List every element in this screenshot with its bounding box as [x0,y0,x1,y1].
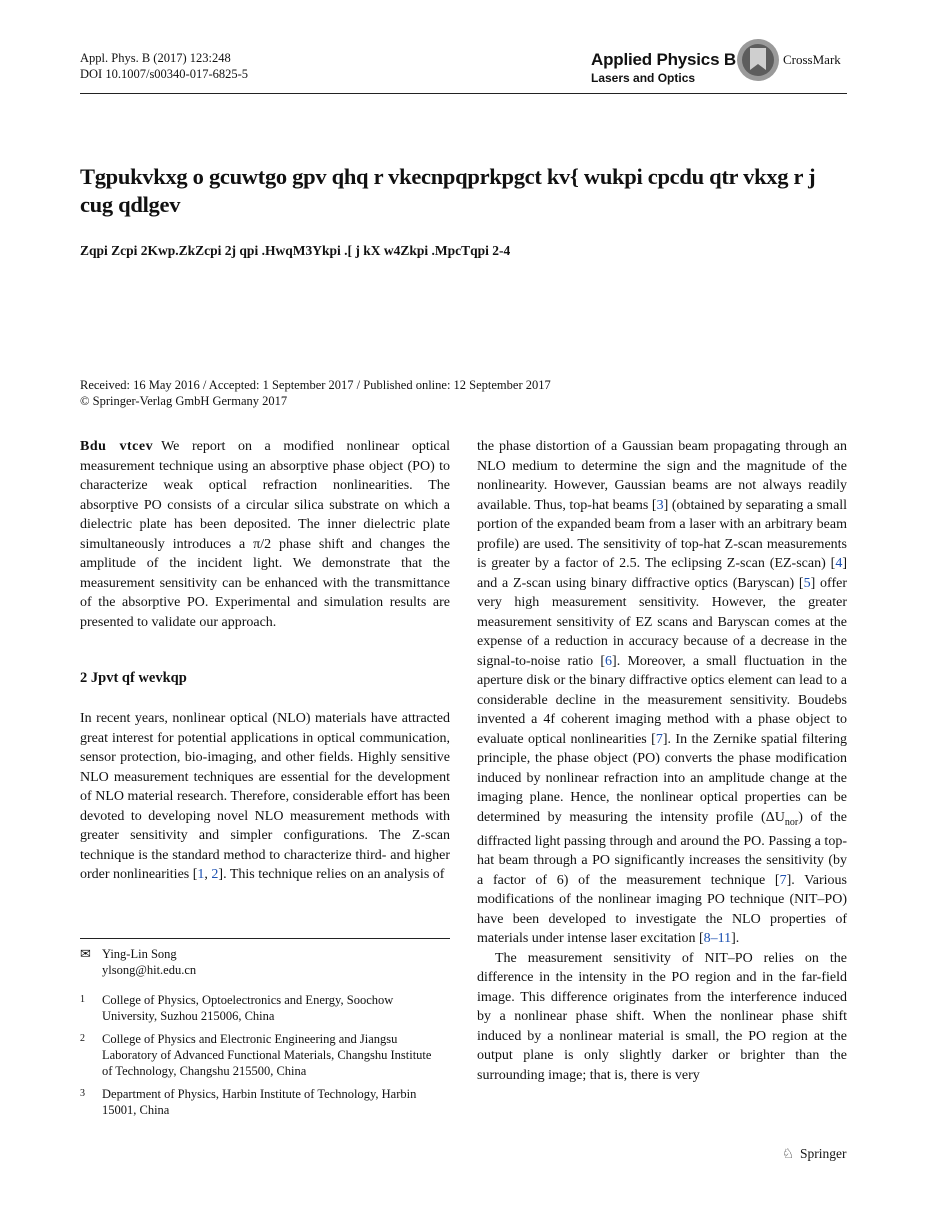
citation: Appl. Phys. B (2017) 123:248 [80,51,231,65]
paragraph: the phase distortion of a Gaussian beam propagating through an NLO medium to determine the sign and the magnitude of the nonlinearity. However, Gaussian beams are not always readily available. Thus, top-hat beams [3] (obtained by separating a small portion of the expanded beam from a laser with an arbitrary beam profile) are used. The sensitivity of top-hat Z-scan measurements is greater by a factor of 2.5. The eclipsing Z-scan (EZ-scan) [4] and a Z-scan using binary diffractive optics (Baryscan) [5] offer very high measurement sensitivity. However, the greater measurement sensitivity of EZ scans and Baryscan comes at the expense of a reduction in accuracy because of a decrease in the signal-to-noise ratio [6]. Moreover, a small fluctuation in the aperture disk or the binary diffractive optics element can lead to a considerable decline in the measurement sensitivity. Boudebs invented a 4f coherent imaging method with a phase object to evaluate optical nonlinearities [7]. In the Zernike spatial filtering principle, the phase object (PO) converts the phase modification induced by nonlinear refraction into an amplitude change at the imaging plane. Hence, the nonlinear optical properties can be determined by measuring the intensity profile $(\Delta U_{nor})$ of the diffracted light passing through and around the PO. Passing a top-hat beam through a PO significantly increases the sensitivity (by a factor of 6) of the measurement technique [7]. Various modifications of the nonlinear imaging PO technique (NIT–PO) have been developed to investigate the NLO properties of materials under intense laser excitation [8–11]. [477,439,848,947]
affiliation-2: 2 College of Physics and Electronic Engineering and Jiangsu Laboratory of Advanced Functional Materials, Changshu Institute of Technology, Changshu 215500, China [80,1032,432,1078]
introduction-text: In recent years, nonlinear optical (NLO) materials have attracted great interest for potential applications in optical communication, sensor protection, bio-imaging, and other fields. Highly sensitive NLO measurement techniques are essential for the development of NLO material research. Therefore, considerable effort has been devoted to developing novel NLO measurement methods with greater sensitivity and simpler configurations. The Z-scan technique is the standard method to characterize third- and higher order nonlinearities [1, 2]. This technique relies on an analysis of [80,711,450,882]
abstract-heading: Bdu vtcev [80,439,154,454]
paragraph: The measurement sensitivity of NIT–PO relies on the difference in the intensity in the PO region and in the far-field image. This difference originates from the interference induced by a nonlinear phase shift. When the nonlinear phase shift induced by a nonlinear material is small, the PO region at the output plane is only slightly darker or brighter than the surrounding image; that is, there is very [477,950,847,1083]
article-title: Tgpukvkxg o gcuwtgo gpv qh​q r vkecnpqprkpgct kv{ wukpi cpc​du qtr vkxg r j cug qdlgev [80,164,816,217]
crossmark-label: CrossMark [783,52,841,67]
abstract [80,437,450,632]
footnote-rule [80,938,450,939]
author-list: Zqpi ​Zcpi 2​​Kwp.Zk​Zcpi 2​​j qpi .Hwq​M3​​Ykpi .[ j k​X w4​​Zkpi .Mpc​Tqpi 2-4​ [80,243,511,258]
publisher-logo[interactable] [780,1146,847,1162]
springer-horse-icon: ♘ [781,1146,795,1161]
affiliation-1: 1 College of Physics, Optoelectronics and Energy, Soochow University, Suzhou 215006, China [80,993,394,1023]
received-dates: Received: 16 May 2016 / Accepted: 1 September 2017 / Published online: 12 September 2017 [80,378,551,392]
corresponding-email[interactable]: ylsong@hit.edu.cn [102,963,197,977]
corresponding-name: Ying-Lin Song [102,947,177,961]
journal-logo[interactable] [591,50,736,86]
crossmark-icon [736,38,780,82]
envelope-icon: ✉ [80,946,91,961]
section-heading-introduction: 2 Jpvt qf wevkqp [80,670,187,686]
reference-link[interactable]: 3 [656,497,664,513]
reference-link[interactable]: 6 [605,653,613,669]
right-column-text [477,437,847,1085]
copyright: © Springer-Verlag GmbH Germany 2017 [80,394,288,408]
journal-name: Applied Physics B [591,50,736,69]
reference-link[interactable]: 1 [197,867,205,882]
reference-link[interactable]: 2 [211,867,219,882]
publication-dates [80,377,551,409]
reference-link[interactable]: 7 [779,872,787,888]
crossmark-badge[interactable] [736,38,846,84]
reference-link[interactable]: 7 [655,731,663,747]
reference-link[interactable]: 5 [803,575,811,591]
doi-link[interactable]: DOI 10.1007/s00340-017-6825-5 [80,67,249,81]
header-rule [80,93,847,94]
reference-link[interactable]: 4 [835,556,843,571]
corresponding-author [80,946,450,980]
journal-subtitle: Lasers and Optics [591,71,696,85]
affiliation-3: 3 Department of Physics, Harbin Institute of Technology, Harbin 15001, China [80,1087,417,1117]
citation-block [80,50,248,82]
reference-link[interactable]: 8–11 [703,931,732,947]
abstract-text: We report on a modified nonlinear optical measurement technique using an absorptive phase object (PO) to characterize weak optical refraction nonlinearities. The absorptive PO consists of a circular silica substrate on which a dielectric plate has been deposited. The inner dielectric plate simultaneously introduces a π/2 phase shift and changes the amplitude of the incident light. We demonstrate that the measurement sensitivity can be enhanced with the transmittance of the absorptive PO. Experimental and simulation results are presented to validate our approach. [80,439,450,630]
publisher-name: Springer [800,1146,847,1161]
